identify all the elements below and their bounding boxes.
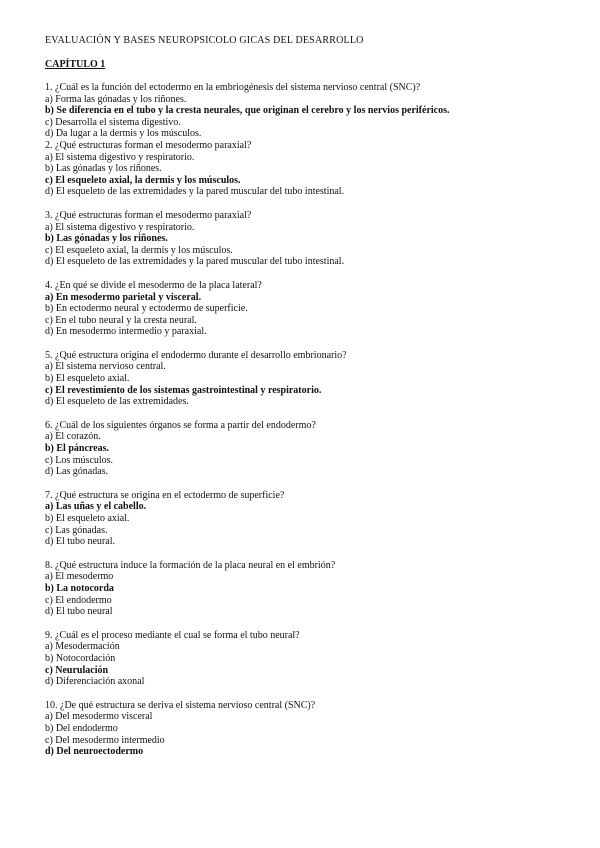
answer-option: c) Neurulación [45, 664, 109, 676]
answer-option: a) En mesodermo parietal y visceral. [45, 291, 202, 303]
answer-option: d) Del neuroectodermo [45, 746, 144, 758]
answer-option: a) El mesodermo [45, 571, 114, 583]
question-text: 5. ¿Qué estructura origina el endodermo durante el desarrollo embrionario? [45, 349, 347, 361]
answer-option: b) El páncreas. [45, 443, 109, 455]
chapter-heading: CAPÍTULO 1 [45, 59, 106, 70]
answer-option: b) El esqueleto axial. [45, 513, 130, 524]
answer-option: a) El corazón. [45, 431, 101, 443]
answer-option: d) El tubo neural [45, 606, 113, 618]
answer-option: b) El esqueleto axial. [45, 373, 130, 385]
answer-option: d) El esqueleto de las extremidades. [45, 396, 189, 408]
answer-option: d) El esqueleto de las extremidades y la pared muscular del tubo intestinal. [45, 186, 345, 198]
answer-option: c) El esqueleto axial, la dermis y los músculos. [45, 174, 241, 186]
question-block [45, 700, 565, 758]
question-text: 7. ¿Qué estructura se origina en el ectodermo de superficie? [45, 489, 285, 501]
answer-option: b) Notocordación [45, 652, 116, 664]
answer-option: d) Las gónadas. [45, 466, 109, 478]
question-text: 10. ¿De qué estructura se deriva el sistema nervioso central (SNC)? [45, 699, 316, 711]
answer-option: c) Del mesodermo intermedio [45, 734, 165, 746]
answer-option: c) El esqueleto axial, la dermis y los músculos. [45, 244, 233, 256]
answer-option: c) Los músculos. [45, 454, 114, 466]
answer-option: c) El revestimiento de los sistemas gastrointestinal y respiratorio. [45, 384, 322, 396]
answer-option: a) El sistema nervioso central. [45, 361, 166, 373]
question-text: 4. ¿En qué se divide el mesodermo de la placa lateral? [45, 279, 262, 291]
answer-option: b) Las gónadas y los riñones. [45, 233, 168, 245]
answer-option: b) Se diferencia en el tubo y la cresta neurales, que originan el cerebro y los nervios periféricos. [45, 105, 450, 117]
question-block [45, 490, 565, 548]
question-text: 6. ¿Cuál de los siguientes órganos se forma a partir del endodermo? [45, 419, 316, 431]
question-block [45, 140, 565, 198]
answer-option: c) Las gónadas. [45, 524, 108, 536]
answer-option: b) En ectodermo neural y ectodermo de superficie. [45, 303, 248, 315]
answer-option: b) Del endodermo [45, 722, 118, 734]
answer-option: d) El esqueleto de las extremidades y la pared muscular del tubo intestinal. [45, 256, 345, 268]
question-text: 9. ¿Cuál es el proceso mediante el cual se forma el tubo neural? [45, 629, 300, 641]
answer-option: d) El tubo neural. [45, 536, 115, 548]
document-title: EVALUACIÓN Y BASES NEUROPSICOLO GICAS DEL DESARROLLO [45, 35, 364, 46]
question-block [45, 560, 565, 618]
answer-option: a) El sistema digestivo y respiratorio. [45, 151, 195, 163]
question-block [45, 280, 565, 338]
answer-option: d) Diferenciación axonal [45, 676, 145, 688]
answer-option: d) En mesodermo intermedio y paraxial. [45, 326, 207, 338]
question-text: 8. ¿Qué estructura induce la formación de la placa neural en el embrión? [45, 559, 336, 571]
answer-option: a) Forma las gónadas y los riñones. [45, 93, 187, 105]
answer-option: a) El sistema digestivo y respiratorio. [45, 221, 195, 233]
question-text: 2. ¿Qué estructuras forman el mesodermo paraxial? [45, 139, 252, 151]
question-block [45, 350, 565, 408]
question-block [45, 210, 565, 268]
question-block [45, 630, 565, 688]
answer-option: c) El endodermo [45, 594, 112, 606]
question-text: 3. ¿Qué estructuras forman el mesodermo paraxial? [45, 209, 252, 221]
answer-option: a) Las uñas y el cabello. [45, 501, 147, 513]
question-block [45, 82, 565, 140]
answer-option: c) En el tubo neural y la cresta neural. [45, 314, 197, 326]
answer-option: b) La notocorda [45, 582, 114, 594]
answer-option: a) Del mesodermo visceral [45, 711, 153, 723]
answer-option: d) Da lugar a la dermis y los músculos. [45, 128, 202, 140]
question-list [45, 82, 565, 770]
question-text: 1. ¿Cuál es la función del ectodermo en la embriogénesis del sistema nervioso central (SNC)? [45, 82, 421, 93]
answer-option: b) Las gónadas y los riñones. [45, 163, 162, 175]
answer-option: c) Desarrolla el sistema digestivo. [45, 116, 181, 128]
question-block [45, 420, 565, 478]
answer-option: a) Mesodermación [45, 641, 120, 653]
